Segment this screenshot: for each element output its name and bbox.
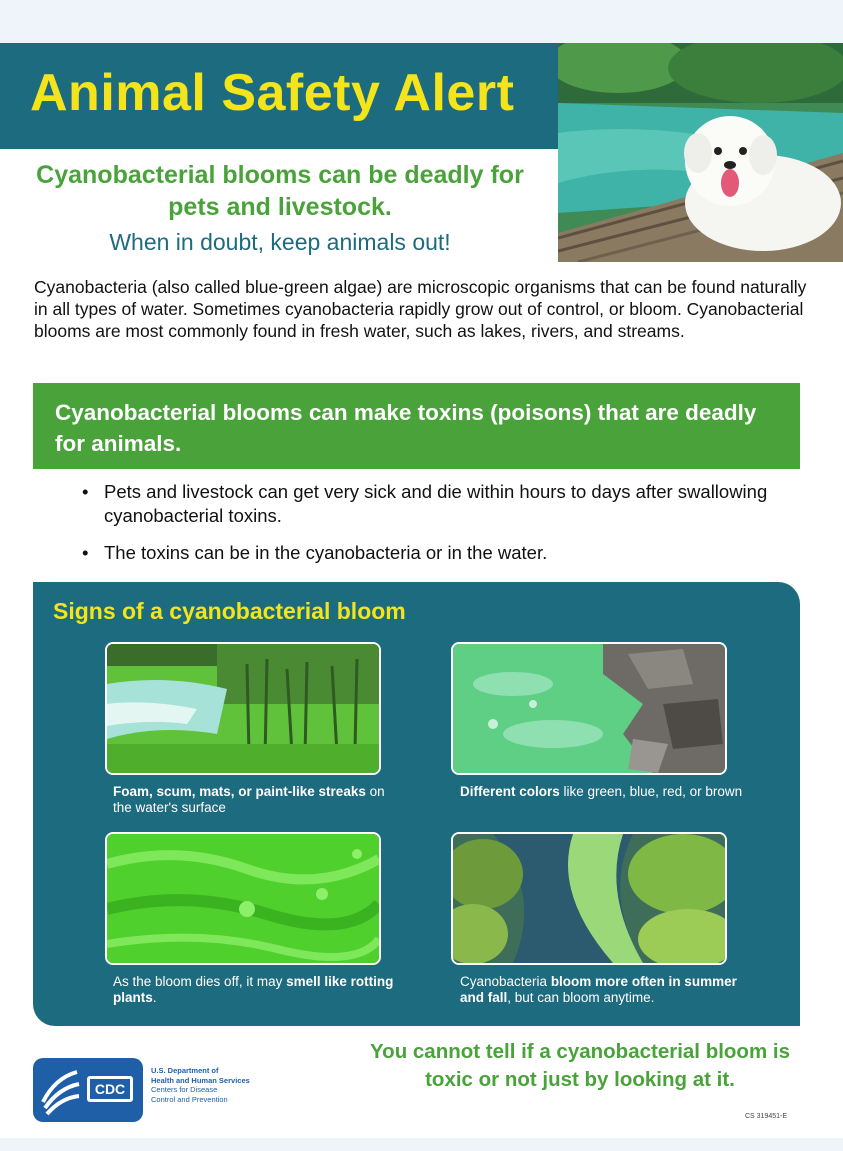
caption-smell	[113, 974, 403, 1006]
agency-line: Health and Human Services	[151, 1075, 250, 1085]
caption-bold: Foam, scum, mats, or paint-like streaks	[113, 784, 366, 799]
cdc-icon	[87, 1076, 133, 1102]
caption-season	[460, 974, 750, 1006]
subtitle-deadly: Cyanobacterial blooms can be deadly for pets and livestock.	[36, 161, 524, 221]
caption-colors	[460, 784, 750, 800]
signs-panel	[33, 582, 800, 1026]
bullet-icon: •	[82, 542, 89, 563]
caption-bold: smell like rotting plants	[113, 974, 394, 1005]
list-item	[82, 480, 782, 528]
caption-text: , but can bloom anytime.	[507, 990, 655, 1005]
poster	[0, 43, 843, 1138]
agency-line: U.S. Department of	[151, 1066, 219, 1075]
bullet-text: Pets and livestock can get very sick and die within hours to days after swallowing cyanobacterial toxins.	[104, 481, 768, 526]
signs-heading: Signs of a cyanobacterial bloom	[53, 598, 406, 624]
list-item	[82, 541, 782, 565]
agency-line: Control and Prevention	[151, 1094, 228, 1104]
caption-text: Cyanobacteria	[460, 974, 551, 989]
logo-text: CDC	[90, 1079, 130, 1099]
caption-foam	[113, 784, 403, 816]
caption-bold: bloom more often in summer and fall	[460, 974, 737, 1005]
bloom-photo-season	[451, 832, 727, 965]
caption-text: .	[152, 990, 157, 1005]
visual-warning: You cannot tell if a cyanobacterial bloom is toxic or not just by looking at it.	[370, 1040, 790, 1091]
bloom-photo-colors	[451, 642, 727, 775]
caption-text: on the water's surface	[113, 784, 385, 815]
page-title: Animal Safety Alert	[30, 64, 515, 122]
dog-photo	[558, 43, 843, 262]
agency-line: Centers for Disease	[151, 1085, 218, 1094]
intro-paragraph: Cyanobacteria (also called blue-green algae) are microscopic organisms that can be found naturally in all types of water. Sometimes cyanobacteria rapidly grow out of control, or bloom. Cyanobacterial blooms are most commonly found in fresh water, such as lakes, rivers, and streams.	[34, 277, 807, 341]
toxins-heading: Cyanobacterial blooms can make toxins (poisons) that are deadly for animals.	[55, 400, 757, 456]
bullet-icon: •	[82, 481, 89, 502]
hhs-eagle-icon	[33, 1058, 87, 1122]
subtitle-keep-out: When in doubt, keep animals out!	[109, 229, 451, 255]
hhs-cdc-logo	[33, 1058, 143, 1122]
bloom-photo-smell	[105, 832, 381, 965]
bullet-text: The toxins can be in the cyanobacteria or in the water.	[104, 542, 548, 563]
toxin-bullet-list	[82, 480, 782, 578]
agency-name	[151, 1066, 250, 1104]
caption-text: like green, blue, red, or brown	[559, 784, 743, 799]
bloom-photo-foam	[105, 642, 381, 775]
caption-text: As the bloom dies off, it may	[113, 974, 287, 989]
document-id: CS 319451-E	[745, 1113, 788, 1120]
caption-bold: Different colors	[460, 784, 560, 799]
title-band	[0, 43, 558, 149]
toxins-banner	[33, 383, 800, 469]
